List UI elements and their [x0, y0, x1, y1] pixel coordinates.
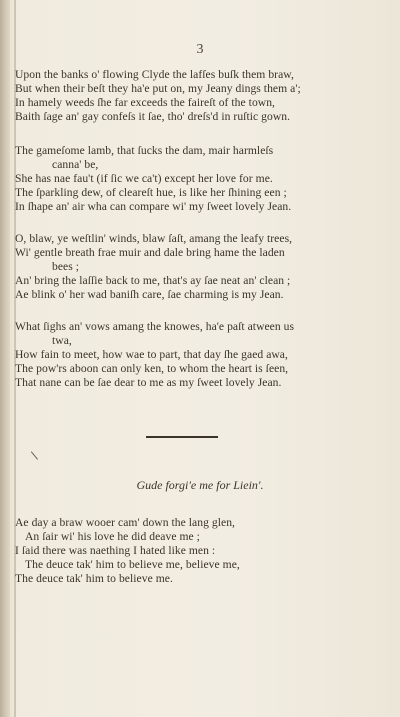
poem-line: How fain to meet, how wae to part, that day ſhe gaed awa,	[15, 348, 288, 361]
poem-line-continuation: bees ;	[52, 260, 80, 273]
poem-line: Wi' gentle breath frae muir and dale bring hame the laden	[15, 246, 285, 259]
poem1-stanza-2	[15, 144, 387, 214]
song-title: Gude forgi'e me for Liein'.	[136, 478, 264, 492]
ink-mark	[31, 446, 44, 459]
poem-line: The gameſome lamb, that ſucks the dam, mair harmleſs	[15, 144, 274, 157]
poem-line: Baith ſage an' gay confeſs it ſae, tho' dreſs'd in ruſtic gown.	[15, 110, 291, 123]
poem1-stanza-4	[15, 320, 387, 390]
poem-line: Upon the banks o' flowing Clyde the lafſes buſk them braw,	[15, 68, 294, 81]
poem-line: What ſighs an' vows amang the knowes, ha'e paſt atween us	[15, 320, 295, 333]
poem-line: But when their beſt they ha'e put on, my Jeany dings them a';	[15, 82, 301, 95]
poem-line: The pow'rs aboon can only ken, to whom the heart is ſeen,	[15, 362, 289, 375]
poem1-stanza-3	[15, 232, 387, 302]
poem-line: An' bring the laſſie back to me, that's ay ſae neat an' clean ;	[15, 274, 291, 287]
poem-line: The ſparkling dew, of cleareſt hue, is like her ſhining een ;	[15, 186, 287, 199]
poem-line: That nane can be ſae dear to me as my ſweet lovely Jean.	[15, 376, 282, 389]
poem-line: She has nae fau't (if ſic we ca't) except her love for me.	[15, 172, 273, 185]
poem-line: The deuce tak' him to believe me, believe me,	[25, 558, 240, 571]
poem-line: O, blaw, ye weſtlin' winds, blaw ſaſt, amang the leafy trees,	[15, 232, 293, 245]
poem-line: Ae blink o' her wad baniſh care, ſae charming is my Jean.	[15, 288, 284, 301]
poem1-stanza-1	[15, 68, 387, 124]
page-number: 3	[196, 42, 204, 57]
poem2-stanza-1	[15, 516, 387, 586]
poem-line: In hamely weeds ſhe far exceeds the faireſt of the town,	[15, 96, 276, 109]
poem-line: The deuce tak' him to believe me.	[15, 572, 173, 585]
poem-line: In ſhape an' air wha can compare wi' my ſweet lovely Jean.	[15, 200, 292, 213]
page-binding	[0, 0, 10, 717]
poem-line-continuation: twa,	[52, 334, 72, 347]
section-divider	[146, 436, 218, 438]
poem-line-continuation: canna' be,	[52, 158, 99, 171]
poem-line: An ſair wi' his love he did deave me ;	[25, 530, 200, 543]
poem-line: Ae day a braw wooer cam' down the lang glen,	[15, 516, 235, 529]
poem-line: I ſaid there was naething I hated like men :	[15, 544, 216, 557]
